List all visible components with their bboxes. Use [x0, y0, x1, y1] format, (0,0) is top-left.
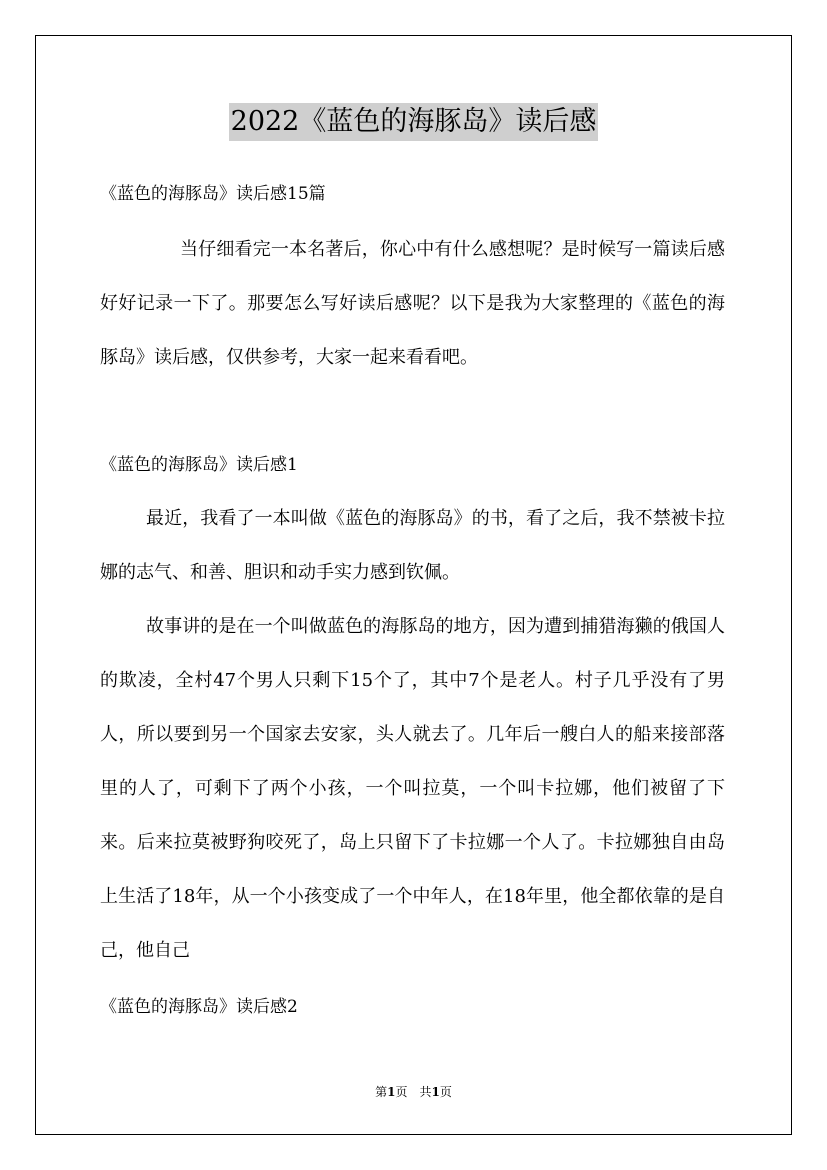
page-footer — [0, 1083, 827, 1101]
footer-page-total: 1 — [431, 1085, 440, 1099]
section1-paragraph-2: 故事讲的是在一个叫做蓝色的海豚岛的地方，因为遭到捕猎海獭的俄国人的欺凌，全村47个男人只剩下15个了，其中7个是老人。村子几乎没有了男人，所以要到另一个国家去安家，头人就去了。几年后一艘白人的船来接部落里的人了，可剩下了两个小孩，一个叫拉莫，一个叫卡拉娜，他们被留了下来。后来拉莫被野狗咬死了，岛上只留下了卡拉娜一个人了。卡拉娜独自由岛上生活了18年，从一个小孩变成了一个中年人，在18年里，他全都依靠的是自己，他自己 — [100, 616, 725, 961]
section1-paragraph-1: 最近，我看了一本叫做《蓝色的海豚岛》的书，看了之后，我不禁被卡拉娜的志气、和善、胆识和动手实力感到钦佩。 — [100, 508, 725, 583]
footer-page-current: 1 — [387, 1085, 396, 1099]
footer-suffix: 页 — [439, 1085, 452, 1099]
footer-mid: 页 共 — [395, 1085, 432, 1099]
section-heading-2: 《蓝色的海豚岛》读后感2 — [100, 997, 298, 1017]
title-wrap — [0, 103, 827, 141]
document-subtitle: 《蓝色的海豚岛》读后感15篇 — [100, 184, 326, 204]
intro-paragraph: 当仔细看完一本名著后，你心中有什么感想呢？是时候写一篇读后感好好记录一下了。那要怎么写好读后感呢？以下是我为大家整理的《蓝色的海豚岛》读后感，仅供参考，大家一起来看看吧。 — [100, 239, 725, 368]
footer-prefix: 第 — [375, 1085, 388, 1099]
document-title: 2022《蓝色的海豚岛》读后感 — [229, 103, 599, 141]
section-heading-1: 《蓝色的海豚岛》读后感1 — [100, 455, 298, 475]
